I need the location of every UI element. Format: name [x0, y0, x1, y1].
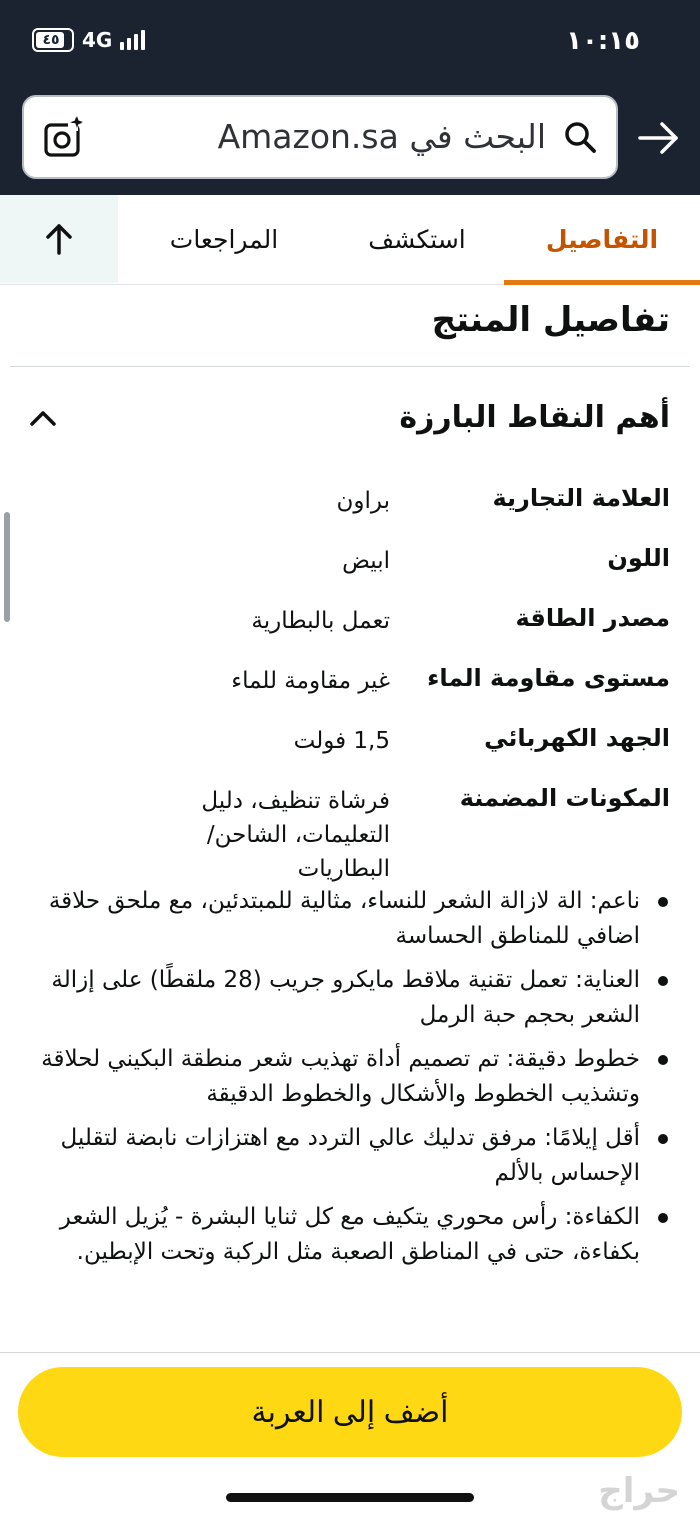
bullet-text: خطوط دقيقة: تم تصميم أداة تهذيب شعر منطقة البكيني لحلاقة وتشذيب الخطوط والأشكال والخطوط الدقيقة [41, 1046, 640, 1107]
signal-icon [120, 30, 145, 50]
spec-value: فرشاة تنظيف، دليل التعليمات، الشاحن/البطاريات [201, 788, 390, 882]
spec-label: العلامة التجارية [492, 484, 670, 512]
page-title: تفاصيل المنتج [431, 300, 670, 340]
bullet-dot [658, 1134, 668, 1144]
bullet-dot [658, 976, 668, 986]
scrollbar[interactable] [4, 512, 10, 622]
section-title: أهم النقاط البارزة [399, 400, 670, 435]
spec-label: المكونات المضمنة [459, 784, 670, 812]
spec-label: مصدر الطاقة [515, 604, 670, 632]
tab-reviews-label: المراجعات [169, 224, 279, 254]
spec-label: الجهد الكهربائي [484, 724, 670, 752]
active-tab-underline [504, 280, 700, 285]
bullet-text: الكفاءة: رأس محوري يتكيف مع كل ثنايا البشرة - يُزيل الشعر بكفاءة، حتى في المناطق الصعبة مثل الركبة وتحت الإبطين. [59, 1204, 640, 1265]
bullet-text: أقل إيلامًا: مرفق تدليك عالي التردد مع اهتزازات نابضة لتقليل الإحساس بالألم [60, 1125, 640, 1186]
list-item [26, 1121, 676, 1191]
status-indicators [32, 28, 145, 52]
section-tabs [0, 195, 700, 285]
search-icon[interactable] [562, 119, 598, 155]
camera-search-icon[interactable] [40, 115, 86, 161]
bullet-dot [658, 1213, 668, 1223]
bullet-dot [658, 1055, 668, 1065]
divider [10, 366, 690, 367]
list-item [26, 1042, 676, 1112]
spec-value: ابيض [342, 548, 390, 574]
spec-label: مستوى مقاومة الماء [427, 664, 670, 692]
status-time: ١٠:١٥ [566, 26, 640, 56]
battery-icon [32, 28, 74, 52]
add-to-cart-button[interactable]: أضف إلى العربة [18, 1367, 682, 1457]
watermark-logo: حراج [598, 1471, 680, 1511]
tab-explore[interactable] [330, 195, 504, 283]
back-arrow-icon[interactable] [636, 116, 680, 160]
spec-label: اللون [607, 544, 670, 572]
status-bar [0, 0, 700, 90]
spec-value: براون [336, 488, 390, 514]
bullet-text: العناية: تعمل تقنية ملاقط مايكرو جريب (28 ملقطًا) على إزالة الشعر بحجم حبة الرمل [51, 967, 640, 1028]
bullet-text: ناعم: الة لازالة الشعر للنساء، مثالية للمبتدئين، مع ملحق حلاقة اضافي للمناطق الحساسة [48, 888, 640, 949]
list-item [26, 884, 676, 954]
chevron-up-icon[interactable] [28, 404, 58, 434]
tab-explore-label: استكشف [368, 224, 466, 254]
network-type: 4G [82, 28, 113, 52]
search-input[interactable] [22, 95, 618, 179]
spec-value: تعمل بالبطارية [251, 608, 390, 634]
list-item [26, 1200, 676, 1270]
bullet-dot [658, 897, 668, 907]
scroll-to-top-button[interactable] [0, 195, 118, 283]
feature-bullets [26, 884, 676, 1279]
tab-details[interactable] [504, 195, 700, 283]
search-header [0, 90, 700, 195]
list-item [26, 963, 676, 1033]
arrow-up-icon [44, 222, 74, 256]
spec-value: 1,5 فولت [293, 728, 390, 754]
tab-details-label: التفاصيل [545, 224, 659, 254]
home-indicator[interactable] [226, 1493, 474, 1502]
search-placeholder: البحث في Amazon.sa [217, 117, 546, 156]
tab-reviews[interactable] [118, 195, 330, 283]
bottom-action-bar [0, 1352, 700, 1516]
spec-value: غير مقاومة للماء [231, 668, 390, 694]
battery-label: ٤٥ [42, 32, 60, 48]
